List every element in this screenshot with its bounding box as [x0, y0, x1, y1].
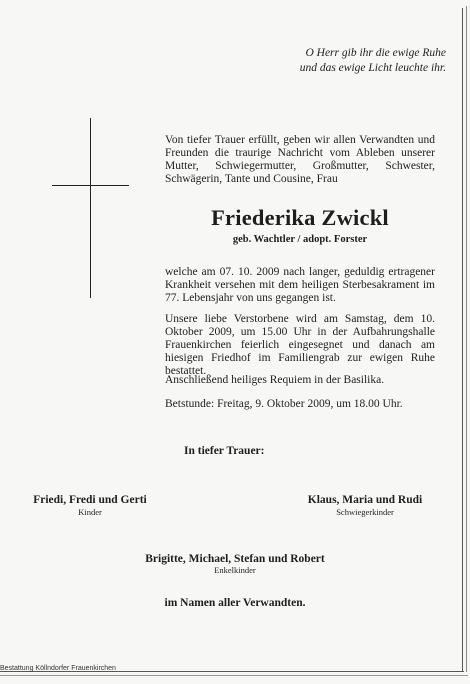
motto	[206, 46, 446, 76]
cross-icon	[90, 118, 91, 298]
mourning-heading: In tiefer Trauer:	[184, 445, 265, 457]
requiem-paragraph: Anschließend heiliges Requiem in der Basilika.	[165, 374, 385, 386]
deceased-maiden-name: geb. Wachtler / adopt. Forster	[232, 234, 368, 245]
funeral-paragraph: Unsere liebe Verstorbene wird am Samstag, dem 10. Oktober 2009, um 15.00 Uhr in der Aufbahrungshalle Frauenkirchen feierlich eingesegnet und danach am hiesigen Friedhof im Familiengrab zur ewigen Ruhe bestattet.	[165, 313, 435, 377]
frame-line-bottom-outer	[0, 675, 468, 676]
children-relation: Kinder	[78, 507, 102, 517]
motto-line-1: O Herr gib ihr die ewige Ruhe	[305, 47, 446, 59]
children-names: Friedi, Fredi und Gerti	[33, 494, 147, 506]
prayer-paragraph: Betstunde: Freitag, 9. Oktober 2009, um 18.00 Uhr.	[165, 398, 403, 410]
death-paragraph: welche am 07. 10. 2009 nach langer, geduldig ertragener Krankheit versehen mit dem heiligen Sterbesakrament im 77. Lebensjahr von uns gegangen ist.	[165, 266, 435, 304]
closing-line: im Namen aller Verwandten.	[164, 597, 306, 609]
cross-icon-bar	[52, 185, 129, 186]
intro-paragraph: Von tiefer Trauer erfüllt, geben wir allen Verwandten und Freunden die traurige Nachricht vom Ableben unserer Mutter, Schwiegermutter, Großmutter, Schwester, Schwägerin, Tante und Cousine, Frau	[165, 134, 435, 185]
frame-line-right	[462, 8, 463, 672]
frame-line-right-outer	[466, 6, 467, 672]
grandchildren-names: Brigitte, Michael, Stefan und Robert	[145, 553, 325, 565]
undertaker-footer: Bestattung Köllndorfer Frauenkirchen	[0, 665, 116, 672]
deceased-name: Friederika Zwickl	[211, 205, 389, 230]
in-laws-relation: Schwiegerkinder	[336, 507, 394, 517]
grandchildren-relation: Enkelkinder	[214, 565, 256, 575]
in-laws-names: Klaus, Maria und Rudi	[307, 494, 423, 506]
motto-line-2: und das ewige Licht leuchte ihr.	[299, 62, 446, 74]
